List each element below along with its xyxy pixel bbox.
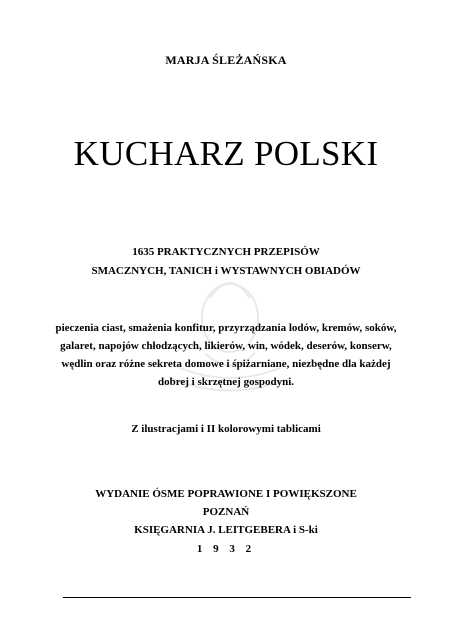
publication-city: POZNAŃ bbox=[202, 506, 250, 518]
edition-note: WYDANIE ÓSME POPRAWIONE I POWIĘKSZONE bbox=[95, 488, 357, 500]
description-line-2: galaret, napojów chłodzących, likierów, win, wódek, deserów, konserw, bbox=[60, 340, 392, 352]
illustrations-note: Z ilustracjami i II kolorowymi tablicami bbox=[131, 423, 321, 435]
author-name: MARJA ŚLEŻAŃSKA bbox=[165, 53, 287, 67]
subtitle-line-2: SMACZNYCH, TANICH i WYSTAWNYCH OBIADÓW bbox=[91, 265, 361, 277]
description-line-3: wędlin oraz różne sekreta domowe i śpiżarniane, niezbędne dla każdej bbox=[61, 358, 391, 370]
book-title: KUCHARZ POLSKI bbox=[73, 134, 379, 173]
subtitle-line-1: 1635 PRAKTYCZNYCH PRZEPISÓW bbox=[132, 246, 320, 258]
publisher-name: KSIĘGARNIA J. LEITGEBERA i S-ki bbox=[134, 524, 318, 536]
description-line-1: pieczenia ciast, smażenia konfitur, przyrządzania lodów, kremów, soków, bbox=[55, 322, 397, 334]
description-line-4: dobrej i skrzętnej gospodyni. bbox=[157, 376, 295, 388]
publication-year: 1 9 3 2 bbox=[196, 543, 256, 555]
bottom-divider bbox=[63, 597, 411, 598]
